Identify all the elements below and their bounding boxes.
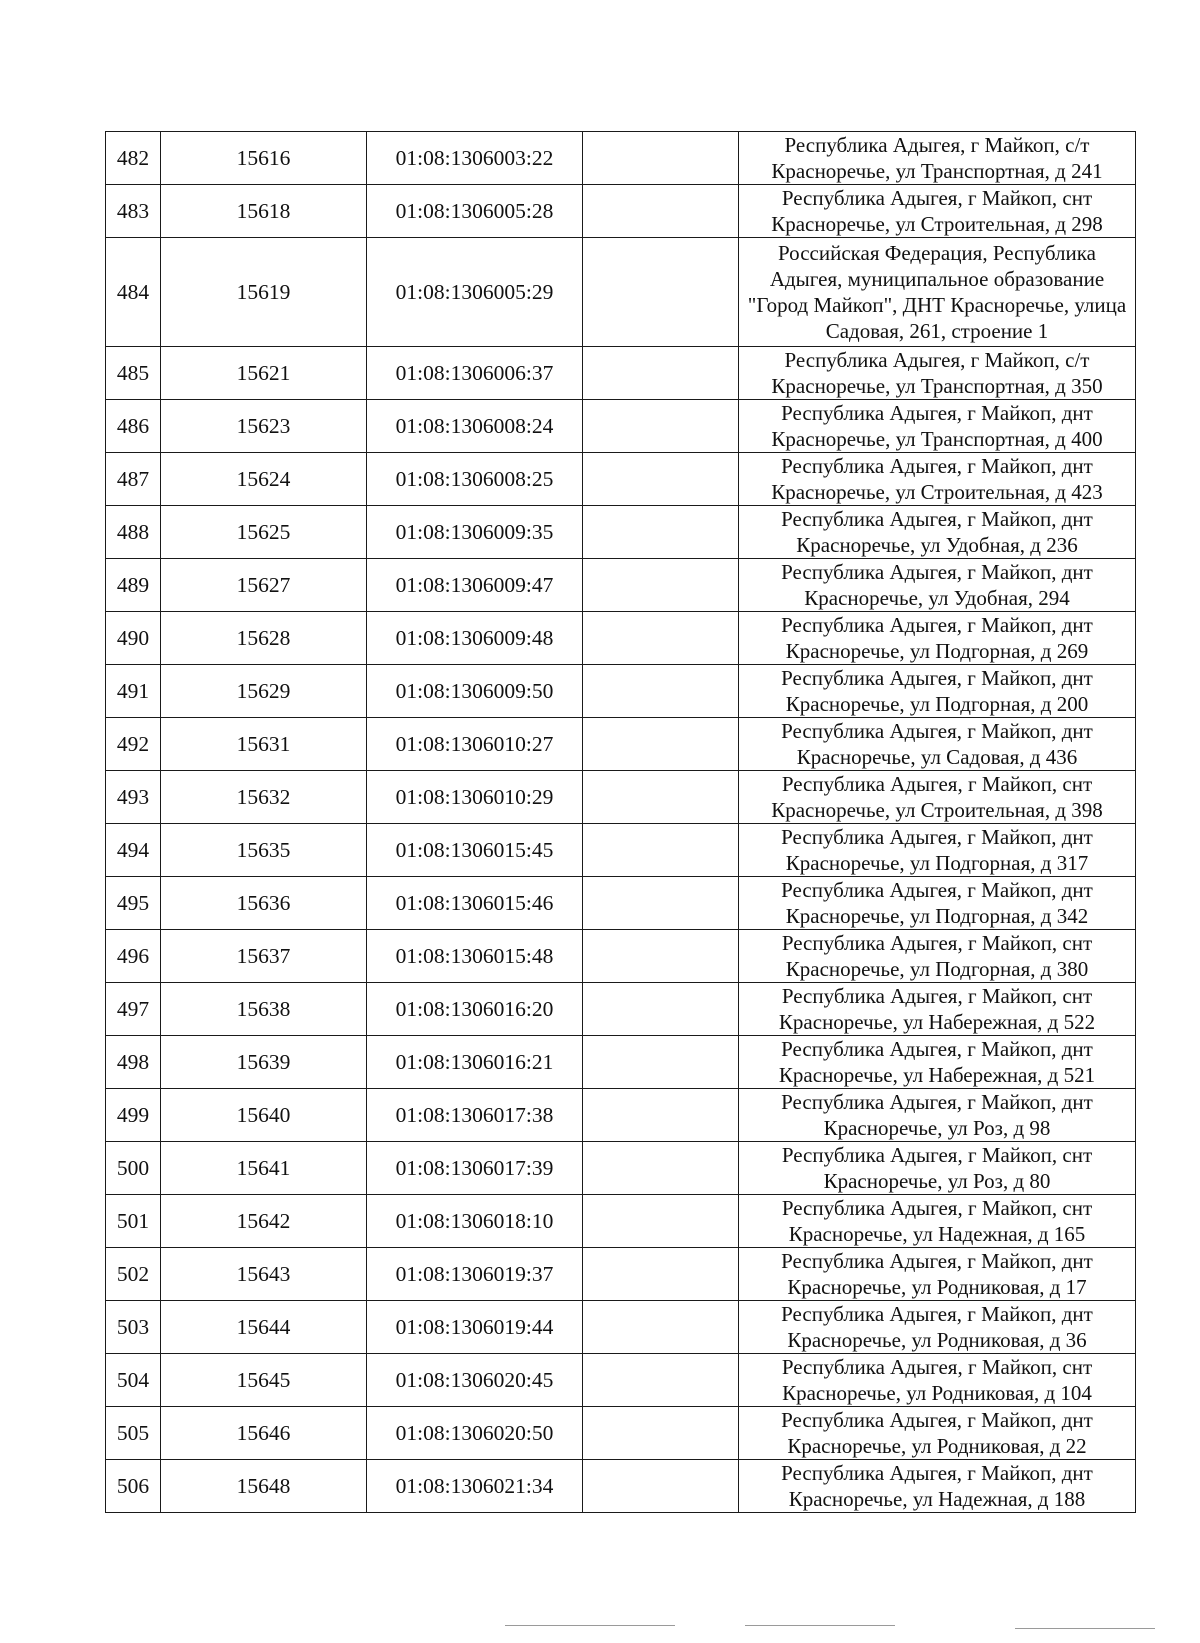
record-code-cell: 15623 (161, 400, 367, 453)
record-code-cell: 15636 (161, 877, 367, 930)
row-number-cell: 489 (106, 559, 161, 612)
address-cell: Республика Адыгея, г Майкоп, днт Красноречье, ул Удобная, 294 (739, 559, 1136, 612)
empty-cell (583, 877, 739, 930)
row-number-cell: 498 (106, 1036, 161, 1089)
address-cell: Республика Адыгея, г Майкоп, днт Красноречье, ул Строительная, д 423 (739, 453, 1136, 506)
empty-cell (583, 1089, 739, 1142)
row-number-cell: 501 (106, 1195, 161, 1248)
address-cell: Республика Адыгея, г Майкоп, днт Красноречье, ул Транспортная, д 400 (739, 400, 1136, 453)
address-cell: Республика Адыгея, г Майкоп, днт Красноречье, ул Надежная, д 188 (739, 1460, 1136, 1513)
empty-cell (583, 1354, 739, 1407)
empty-cell (583, 559, 739, 612)
empty-cell (583, 930, 739, 983)
cadastral-number-cell: 01:08:1306008:25 (367, 453, 583, 506)
row-number-cell: 500 (106, 1142, 161, 1195)
cadastral-number-cell: 01:08:1306005:29 (367, 238, 583, 347)
empty-cell (583, 347, 739, 400)
table-row (106, 1036, 1136, 1089)
row-number-cell: 506 (106, 1460, 161, 1513)
table-row (106, 1248, 1136, 1301)
table-row (106, 1089, 1136, 1142)
address-cell: Республика Адыгея, г Майкоп, днт Красноречье, ул Подгорная, д 317 (739, 824, 1136, 877)
record-code-cell: 15640 (161, 1089, 367, 1142)
table-row (106, 930, 1136, 983)
table-row (106, 506, 1136, 559)
cadastral-number-cell: 01:08:1306016:21 (367, 1036, 583, 1089)
table-row (106, 718, 1136, 771)
table-row (106, 612, 1136, 665)
cadastral-number-cell: 01:08:1306016:20 (367, 983, 583, 1036)
table-row (106, 185, 1136, 238)
row-number-cell: 487 (106, 453, 161, 506)
cadastral-number-cell: 01:08:1306017:39 (367, 1142, 583, 1195)
cadastral-number-cell: 01:08:1306005:28 (367, 185, 583, 238)
table-row (106, 1354, 1136, 1407)
row-number-cell: 490 (106, 612, 161, 665)
empty-cell (583, 238, 739, 347)
row-number-cell: 495 (106, 877, 161, 930)
row-number-cell: 496 (106, 930, 161, 983)
empty-cell (583, 453, 739, 506)
scan-artifact-line (745, 1625, 895, 1626)
table-row (106, 1301, 1136, 1354)
record-code-cell: 15632 (161, 771, 367, 824)
address-cell: Республика Адыгея, г Майкоп, днт Красноречье, ул Подгорная, д 200 (739, 665, 1136, 718)
table-row (106, 453, 1136, 506)
empty-cell (583, 1036, 739, 1089)
record-code-cell: 15644 (161, 1301, 367, 1354)
record-code-cell: 15638 (161, 983, 367, 1036)
address-cell: Российская Федерация, Республика Адыгея, муниципальное образование "Город Майкоп", ДНТ Красноречье, улица Садовая, 261, строение 1 (739, 238, 1136, 347)
table-row (106, 1195, 1136, 1248)
cadastral-number-cell: 01:08:1306015:46 (367, 877, 583, 930)
table-row (106, 1460, 1136, 1513)
record-code-cell: 15642 (161, 1195, 367, 1248)
row-number-cell: 491 (106, 665, 161, 718)
record-code-cell: 15645 (161, 1354, 367, 1407)
cadastral-number-cell: 01:08:1306003:22 (367, 132, 583, 185)
address-cell: Республика Адыгея, г Майкоп, снт Красноречье, ул Строительная, д 398 (739, 771, 1136, 824)
table-row (106, 400, 1136, 453)
cadastral-number-cell: 01:08:1306009:48 (367, 612, 583, 665)
row-number-cell: 492 (106, 718, 161, 771)
table-row (106, 983, 1136, 1036)
cadastral-number-cell: 01:08:1306019:37 (367, 1248, 583, 1301)
address-cell: Республика Адыгея, г Майкоп, днт Красноречье, ул Роз, д 98 (739, 1089, 1136, 1142)
address-cell: Республика Адыгея, г Майкоп, днт Красноречье, ул Удобная, д 236 (739, 506, 1136, 559)
empty-cell (583, 1460, 739, 1513)
record-code-cell: 15618 (161, 185, 367, 238)
empty-cell (583, 612, 739, 665)
record-code-cell: 15639 (161, 1036, 367, 1089)
empty-cell (583, 1407, 739, 1460)
address-cell: Республика Адыгея, г Майкоп, днт Красноречье, ул Родниковая, д 36 (739, 1301, 1136, 1354)
row-number-cell: 504 (106, 1354, 161, 1407)
record-code-cell: 15637 (161, 930, 367, 983)
address-cell: Республика Адыгея, г Майкоп, днт Красноречье, ул Набережная, д 521 (739, 1036, 1136, 1089)
empty-cell (583, 400, 739, 453)
table-row (106, 238, 1136, 347)
address-cell: Республика Адыгея, г Майкоп, днт Красноречье, ул Родниковая, д 22 (739, 1407, 1136, 1460)
record-code-cell: 15641 (161, 1142, 367, 1195)
cadastral-number-cell: 01:08:1306015:48 (367, 930, 583, 983)
address-cell: Республика Адыгея, г Майкоп, снт Красноречье, ул Родниковая, д 104 (739, 1354, 1136, 1407)
empty-cell (583, 132, 739, 185)
row-number-cell: 482 (106, 132, 161, 185)
cadastral-number-cell: 01:08:1306010:27 (367, 718, 583, 771)
address-cell: Республика Адыгея, г Майкоп, снт Красноречье, ул Набережная, д 522 (739, 983, 1136, 1036)
table-row (106, 877, 1136, 930)
table-row (106, 665, 1136, 718)
record-code-cell: 15624 (161, 453, 367, 506)
empty-cell (583, 1248, 739, 1301)
address-cell: Республика Адыгея, г Майкоп, днт Красноречье, ул Родниковая, д 17 (739, 1248, 1136, 1301)
empty-cell (583, 1301, 739, 1354)
address-cell: Республика Адыгея, г Майкоп, с/т Красноречье, ул Транспортная, д 350 (739, 347, 1136, 400)
cadastral-number-cell: 01:08:1306010:29 (367, 771, 583, 824)
table-body (106, 132, 1136, 1513)
land-plot-registry-table (105, 131, 1136, 1513)
cadastral-number-cell: 01:08:1306020:50 (367, 1407, 583, 1460)
empty-cell (583, 506, 739, 559)
table-row (106, 824, 1136, 877)
empty-cell (583, 983, 739, 1036)
row-number-cell: 484 (106, 238, 161, 347)
address-cell: Республика Адыгея, г Майкоп, днт Красноречье, ул Подгорная, д 269 (739, 612, 1136, 665)
record-code-cell: 15643 (161, 1248, 367, 1301)
row-number-cell: 483 (106, 185, 161, 238)
address-cell: Республика Адыгея, г Майкоп, снт Красноречье, ул Надежная, д 165 (739, 1195, 1136, 1248)
record-code-cell: 15646 (161, 1407, 367, 1460)
cadastral-number-cell: 01:08:1306015:45 (367, 824, 583, 877)
empty-cell (583, 185, 739, 238)
empty-cell (583, 1195, 739, 1248)
row-number-cell: 493 (106, 771, 161, 824)
empty-cell (583, 771, 739, 824)
scan-artifact-line (505, 1625, 675, 1626)
row-number-cell: 502 (106, 1248, 161, 1301)
empty-cell (583, 824, 739, 877)
table-row (106, 559, 1136, 612)
row-number-cell: 499 (106, 1089, 161, 1142)
address-cell: Республика Адыгея, г Майкоп, днт Красноречье, ул Подгорная, д 342 (739, 877, 1136, 930)
cadastral-number-cell: 01:08:1306020:45 (367, 1354, 583, 1407)
empty-cell (583, 718, 739, 771)
cadastral-number-cell: 01:08:1306008:24 (367, 400, 583, 453)
cadastral-number-cell: 01:08:1306019:44 (367, 1301, 583, 1354)
address-cell: Республика Адыгея, г Майкоп, снт Красноречье, ул Подгорная, д 380 (739, 930, 1136, 983)
cadastral-number-cell: 01:08:1306009:35 (367, 506, 583, 559)
cadastral-number-cell: 01:08:1306018:10 (367, 1195, 583, 1248)
cadastral-number-cell: 01:08:1306021:34 (367, 1460, 583, 1513)
scan-artifact-line (1015, 1628, 1155, 1629)
record-code-cell: 15648 (161, 1460, 367, 1513)
row-number-cell: 488 (106, 506, 161, 559)
table-row (106, 347, 1136, 400)
row-number-cell: 494 (106, 824, 161, 877)
record-code-cell: 15629 (161, 665, 367, 718)
table-row (106, 1142, 1136, 1195)
table-row (106, 771, 1136, 824)
record-code-cell: 15627 (161, 559, 367, 612)
row-number-cell: 503 (106, 1301, 161, 1354)
cadastral-number-cell: 01:08:1306009:50 (367, 665, 583, 718)
empty-cell (583, 665, 739, 718)
record-code-cell: 15625 (161, 506, 367, 559)
record-code-cell: 15635 (161, 824, 367, 877)
record-code-cell: 15621 (161, 347, 367, 400)
cadastral-number-cell: 01:08:1306017:38 (367, 1089, 583, 1142)
row-number-cell: 505 (106, 1407, 161, 1460)
address-cell: Республика Адыгея, г Майкоп, с/т Красноречье, ул Транспортная, д 241 (739, 132, 1136, 185)
address-cell: Республика Адыгея, г Майкоп, снт Красноречье, ул Строительная, д 298 (739, 185, 1136, 238)
cadastral-number-cell: 01:08:1306006:37 (367, 347, 583, 400)
record-code-cell: 15616 (161, 132, 367, 185)
row-number-cell: 486 (106, 400, 161, 453)
table-row (106, 132, 1136, 185)
row-number-cell: 497 (106, 983, 161, 1036)
address-cell: Республика Адыгея, г Майкоп, снт Красноречье, ул Роз, д 80 (739, 1142, 1136, 1195)
record-code-cell: 15631 (161, 718, 367, 771)
table-row (106, 1407, 1136, 1460)
address-cell: Республика Адыгея, г Майкоп, днт Красноречье, ул Садовая, д 436 (739, 718, 1136, 771)
empty-cell (583, 1142, 739, 1195)
cadastral-number-cell: 01:08:1306009:47 (367, 559, 583, 612)
row-number-cell: 485 (106, 347, 161, 400)
record-code-cell: 15619 (161, 238, 367, 347)
record-code-cell: 15628 (161, 612, 367, 665)
